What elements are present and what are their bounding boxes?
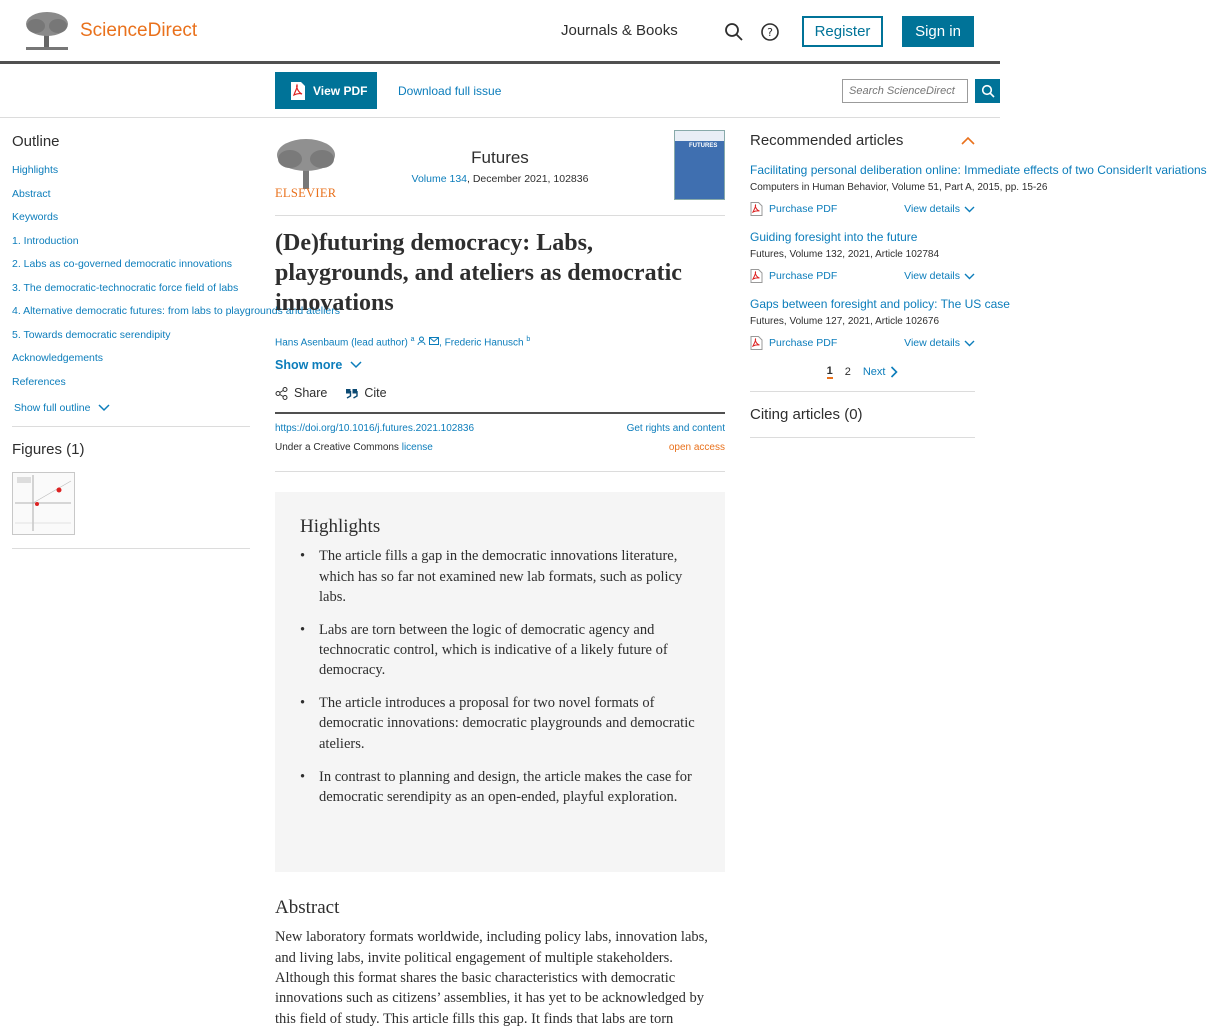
help-icon[interactable]: [760, 22, 780, 42]
divider: [12, 548, 250, 549]
person-icon: [417, 336, 426, 345]
figures-title: Figures (1): [12, 441, 85, 458]
highlights-list: [300, 546, 699, 807]
highlight-item: • Labs are torn between the logic of democratic agency and technocratic control, which is indicative of a likely future of democracy.: [300, 620, 699, 681]
journal-meta: [275, 173, 725, 185]
outline-item-section-4[interactable]: 4. Alternative democratic futures: from labs to playgrounds and ateliers: [12, 305, 341, 317]
outline-item-section-2[interactable]: 2. Labs as co-governed democratic innovations: [12, 258, 233, 270]
chevron-down-icon: [964, 273, 975, 280]
affiliation-marker: a: [410, 336, 415, 343]
chevron-down-icon: [98, 404, 110, 412]
view-details-link[interactable]: [904, 202, 975, 216]
show-full-outline-button[interactable]: [14, 402, 250, 414]
chevron-down-icon: [350, 361, 362, 369]
purchase-pdf-link[interactable]: [750, 269, 837, 283]
article-main: [275, 118, 725, 1029]
view-details-label: View details: [904, 270, 960, 282]
email-icon[interactable]: [429, 337, 439, 345]
show-more-button[interactable]: [275, 358, 725, 372]
rights-link[interactable]: Get rights and content: [626, 423, 725, 435]
purchase-pdf-label: Purchase PDF: [769, 270, 838, 282]
figures-section: [12, 441, 250, 535]
pdf-icon: [750, 336, 763, 350]
recommended-article-source: Computers in Human Behavior, Volume 51, Part A, 2015, pp. 15-26: [750, 182, 1048, 193]
highlight-item: • In contrast to planning and design, the article makes the case for democratic serendipity as an open-ended, playful exploration.: [300, 767, 699, 808]
chevron-down-icon: [964, 206, 975, 213]
chevron-right-icon: [890, 366, 898, 378]
highlight-item: • The article introduces a proposal for two novel formats of democratic innovations: democratic playgrounds and democratic ateliers.: [300, 693, 699, 754]
top-header: [0, 0, 1000, 64]
volume-link[interactable]: Volume 134: [411, 173, 468, 185]
cite-button[interactable]: [345, 386, 386, 400]
view-details-label: View details: [904, 337, 960, 349]
recommended-pagination: [750, 365, 975, 379]
purchase-pdf-label: Purchase PDF: [769, 203, 838, 215]
share-icon: [275, 387, 288, 400]
journal-header: [275, 118, 725, 216]
recommended-article-title[interactable]: Guiding foresight into the future: [750, 230, 918, 244]
svg-text:?: ?: [767, 26, 773, 39]
open-access-badge: open access: [668, 442, 725, 454]
search-submit-button[interactable]: [975, 79, 1000, 103]
share-label: Share: [294, 386, 328, 401]
doi-link[interactable]: https://doi.org/10.1016/j.futures.2021.102836: [275, 423, 475, 435]
figure-preview-image: [13, 473, 74, 534]
highlights-title: Highlights: [300, 516, 381, 538]
recommended-title: Recommended articles: [750, 132, 904, 149]
publisher-wordmark: ELSEVIER: [275, 186, 337, 200]
journals-books-link[interactable]: Journals & Books: [561, 22, 678, 39]
issue-info: , December 2021, 102836: [467, 173, 589, 185]
highlight-item: • The article fills a gap in the democratic innovations literature, which has so far not examined new lab formats, such as policy labs.: [300, 546, 699, 607]
view-details-link[interactable]: [904, 269, 975, 283]
journal-cover-image[interactable]: [674, 130, 725, 200]
purchase-pdf-label: Purchase PDF: [769, 337, 838, 349]
citing-articles-section[interactable]: [750, 391, 975, 438]
show-full-outline-label: Show full outline: [14, 402, 91, 414]
pdf-icon: [750, 202, 763, 216]
outline-item-abstract[interactable]: Abstract: [12, 187, 51, 200]
view-details-link[interactable]: [904, 336, 975, 350]
recommended-article-source: Futures, Volume 132, 2021, Article 102784: [750, 249, 940, 260]
license-text: [275, 442, 433, 453]
cover-label: FUTURES: [689, 143, 718, 149]
outline-item-section-3[interactable]: 3. The democratic-technocratic force field of labs: [12, 281, 239, 294]
outline-item-introduction[interactable]: 1. Introduction: [12, 234, 79, 247]
recommended-article-source: Futures, Volume 127, 2021, Article 102676: [750, 316, 940, 327]
outline-title: Outline: [12, 133, 60, 150]
figure-thumbnail[interactable]: [12, 472, 75, 535]
author-list: [275, 336, 725, 348]
outline-item-section-5[interactable]: 5. Towards democratic serendipity: [12, 328, 171, 341]
recommended-article-actions: [750, 269, 975, 283]
recommended-article-actions: [750, 202, 975, 216]
show-more-label: Show more: [275, 358, 343, 373]
view-details-label: View details: [904, 203, 960, 215]
pdf-icon: [750, 269, 763, 283]
article-toolbar: [0, 67, 1000, 118]
search-icon[interactable]: [724, 22, 744, 42]
author-link[interactable]: , Frederic Hanusch: [439, 337, 524, 349]
purchase-pdf-link[interactable]: [750, 336, 837, 350]
next-label: Next: [862, 366, 886, 378]
view-pdf-label: View PDF: [313, 83, 368, 98]
license-prefix: Under a Creative Commons: [275, 442, 402, 454]
abstract-text: New laboratory formats worldwide, including policy labs, innovation labs, and living labs, invite political engagement of multiple stakeholders. Although this format shares the basic characteristics with democratic innovations such as citizens’ assemblies, it has yet to be acknowledged by this field of study. This article fills this gap. It finds that labs are torn: [275, 929, 708, 1027]
next-page-button[interactable]: [863, 366, 899, 378]
journal-title[interactable]: Futures: [471, 148, 529, 167]
brand-name[interactable]: ScienceDirect: [80, 20, 198, 41]
highlights-section: [275, 492, 725, 872]
outline-item-references[interactable]: References: [12, 375, 66, 388]
search-icon: [981, 84, 995, 98]
doi-rights-row: [275, 414, 725, 472]
license-link[interactable]: license: [401, 442, 433, 454]
recommended-article-title[interactable]: Facilitating personal deliberation online: Immediate effects of two ConsiderIt variations: [750, 163, 1207, 177]
sign-in-button[interactable]: Sign in: [902, 16, 974, 47]
quote-icon: [345, 388, 358, 399]
recommended-header[interactable]: [750, 132, 975, 149]
cite-label: Cite: [364, 386, 387, 401]
page-2-button[interactable]: 2: [844, 366, 851, 378]
recommended-article: [750, 163, 1207, 216]
outline-item-highlights[interactable]: Highlights: [12, 164, 59, 176]
author-link[interactable]: Hans Asenbaum (lead author): [275, 337, 408, 349]
chevron-up-icon[interactable]: [961, 136, 975, 145]
register-button[interactable]: Register: [802, 16, 883, 47]
citing-articles-title: Citing articles (0): [750, 406, 863, 423]
recommended-article: [750, 297, 1010, 350]
divider: [12, 426, 250, 427]
elsevier-tree-logo[interactable]: [24, 10, 70, 52]
purchase-pdf-link[interactable]: [750, 202, 837, 216]
page-1-button[interactable]: 1: [826, 365, 833, 377]
recommended-article-actions: [750, 336, 975, 350]
recommended-panel: [750, 118, 1207, 438]
view-pdf-button[interactable]: [275, 72, 377, 109]
affiliation-marker: b: [526, 336, 531, 343]
search-input[interactable]: [842, 79, 968, 103]
outline-item-keywords[interactable]: Keywords: [12, 211, 59, 223]
article-actions: [275, 386, 725, 414]
chevron-down-icon: [964, 340, 975, 347]
outline-item-acknowledgements[interactable]: Acknowledgements: [12, 352, 104, 364]
download-full-issue-link[interactable]: Download full issue: [398, 84, 502, 98]
abstract-title: Abstract: [275, 897, 340, 919]
pdf-icon: [289, 81, 307, 101]
recommended-article-title[interactable]: Gaps between foresight and policy: The US case: [750, 297, 1010, 311]
recommended-article: [750, 230, 975, 283]
share-button[interactable]: [275, 386, 327, 400]
article-title: (De)futuring democracy: Labs, playgrounds, and ateliers as democratic innovations: [275, 230, 682, 316]
abstract-section: [275, 897, 725, 1028]
